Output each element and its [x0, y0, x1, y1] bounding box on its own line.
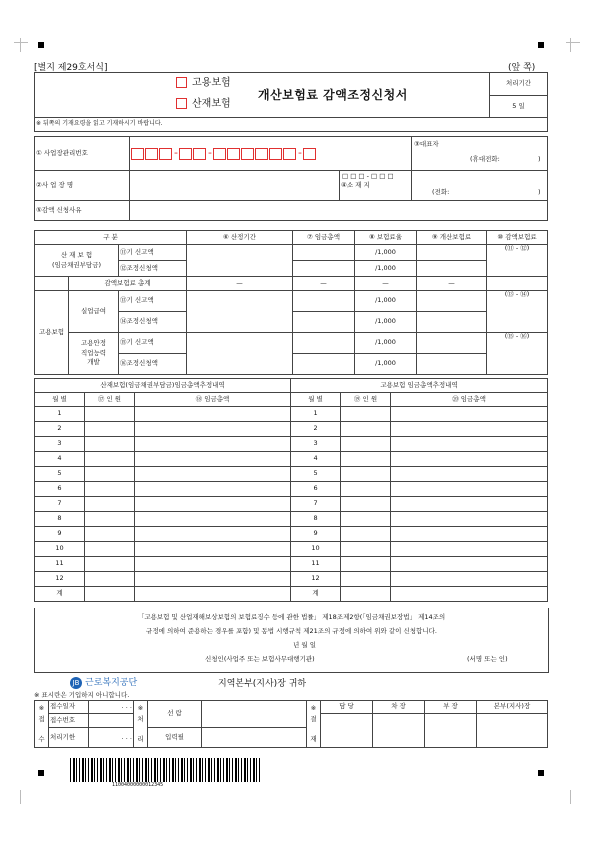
estimate-row: 1 1 [35, 407, 548, 422]
address-label: ④소 재 지 [340, 171, 412, 201]
estimate-row: 9 9 [35, 527, 548, 542]
checkbox-employment[interactable]: 고용보험 [176, 77, 231, 89]
estimate-row: 5 5 [35, 467, 548, 482]
form-number: [별지 제29호서식] [34, 63, 108, 73]
calculation-table: 구 분 ⑥ 산정기간 ⑦ 임금총액 ⑧ 보험료율 ⑨ 개산보험료 ⑩ 감액보험료 산 재 보 험 (임금채권부담금) ⑪기 신고액 /1,000 (⑪ - ⑫) ⑫조정신청액 /1,000 감액보험료 총계 — — — — 고용보험 실업급여 ⑬기 신고액 /1,000 (⑬ - ⑭) ⑭조정신청액 /1,000 고용안정 직업능력 개발 ⑮기 신고액 /1,000 (⑮ - ⑯) ⑯조정신청액 /1,000 [34, 230, 548, 375]
declaration-line2: 규정에 의하여 준용하는 경우를 포함) 및 동법 시행규칙 제21조의 규정에 의하여 위와 같이 신청합니다. [146, 627, 437, 635]
crop-line [14, 42, 28, 43]
estimate-row: 12 12 [35, 572, 548, 587]
estimate-row: 11 11 [35, 557, 548, 572]
applicant-label: 신청인(사업주 또는 보험사무대행기관) [205, 655, 315, 663]
title-block [34, 72, 548, 132]
estimate-row: 10 10 [35, 542, 548, 557]
declaration [34, 608, 549, 673]
checkbox-icon[interactable] [176, 98, 187, 109]
biz-name-input[interactable] [130, 171, 340, 201]
office-use-table: ※ 접 수 접수일자 . . . ※ 처 리 선 람 ※ 결 재 담 당 차 장 부 장 본부(지사)장 접수번호 처리기한 . . . 입력필 [34, 700, 548, 748]
corner-mark-br [538, 770, 544, 776]
barcode-number: 11004000000012345 [112, 782, 164, 788]
postal-code: □ □ □ - □ □ □ [342, 172, 394, 180]
address-input[interactable]: □ □ □ - □ □ □ (전화: ) [412, 171, 548, 201]
mobile-close: ) [538, 155, 541, 163]
form-title: 개산보험료 감액조정신청서 [258, 88, 408, 102]
estimate-row: 3 3 [35, 437, 548, 452]
estimate-row: 8 8 [35, 512, 548, 527]
agency-logo-icon: JB [70, 677, 82, 689]
signature-label: (서명 또는 인) [467, 655, 508, 663]
crop-line [570, 38, 571, 52]
declaration-line1: 「고용보험 및 산업재해보상보험의 보험료징수 등에 관한 법률」 제18조제2항(「임금채권보장법」 제14조의 [137, 613, 446, 621]
office-note: ※ 표시란은 기입하지 아니합니다. [34, 691, 130, 699]
barcode [70, 758, 260, 782]
estimate-row: 6 6 [35, 482, 548, 497]
representative-label: ③대표자 [414, 140, 439, 148]
checkbox-icon[interactable] [176, 77, 187, 88]
mobile-label: (휴대전화: [470, 155, 500, 163]
processing-label: 처리기간 [490, 73, 548, 96]
period-input[interactable] [187, 245, 293, 277]
estimate-row: 4 4 [35, 452, 548, 467]
estimate-row: 계 계 [35, 587, 548, 602]
biz-name-label: ②사 업 장 명 [35, 171, 130, 201]
biz-number-input[interactable]: - - - [130, 137, 412, 171]
biz-number-label: ① 사업장관리번호 [35, 137, 130, 171]
crop-line [566, 42, 580, 43]
corner-mark-tr [538, 42, 544, 48]
addressee: 지역본부(지사)장 귀하 [218, 679, 307, 689]
page-side: (앞 쪽) [508, 63, 536, 73]
reason-input[interactable] [130, 201, 548, 221]
reason-label: ⑤감액 신청사유 [35, 201, 130, 221]
corner-mark-bl [38, 770, 44, 776]
date-line: 년 월 일 [293, 641, 316, 649]
estimate-table: 산재보험(임금채권부담금)임금총액추정내역 고용보험 임금총액추정내역 월 별 ⑰ 인 원 ⑱ 임금총액 월 별 ⑲ 인 원 ⑳ 임금총액 1 1 2 2 3 3 4 4 5 5 6 6 7 7 8 8 9 9 10 10 11 11 12 12 계 계 [34, 378, 548, 602]
estimate-row: 2 2 [35, 422, 548, 437]
corner-mark-tl [38, 42, 44, 48]
crop-line [570, 790, 571, 804]
phone-label: (전화: [432, 188, 450, 196]
notice-text: ※ 뒤쪽의 기재요령을 읽고 기재하시기 바랍니다. [35, 118, 548, 132]
processing-value: 5 일 [490, 95, 548, 118]
checkbox-industrial[interactable]: 산재보험 [176, 98, 231, 110]
estimate-row: 7 7 [35, 497, 548, 512]
crop-line [20, 38, 21, 52]
basic-info [34, 136, 548, 221]
agency-logo: JB 근로복지공단 [70, 675, 137, 689]
crop-line [20, 790, 21, 804]
